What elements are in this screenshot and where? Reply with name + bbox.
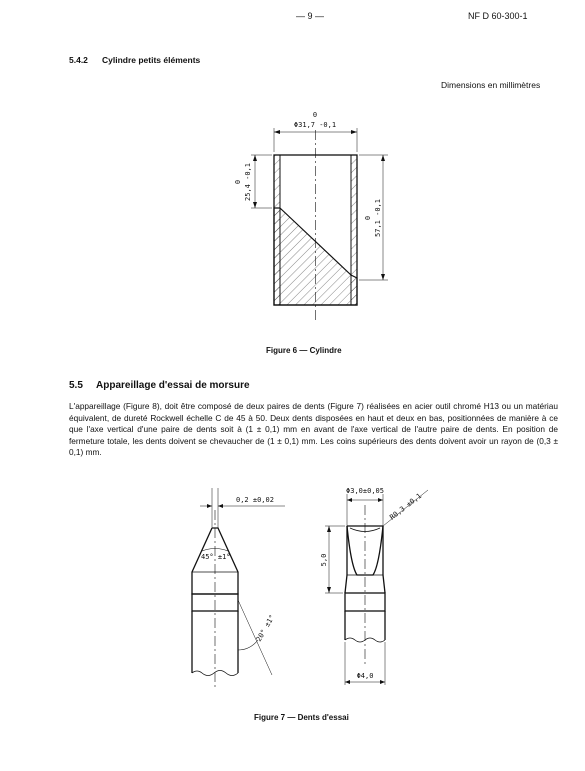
fig7-bottom-angle-dimension: 20° ±1° bbox=[254, 613, 277, 643]
fig7-tip-dimension: 0,2 ±0,02 bbox=[236, 496, 274, 504]
fig6-short-height-tolerance: 0 bbox=[234, 179, 242, 185]
body-paragraph: L'appareillage (Figure 8), doit être composé de deux paires de dents (Figure 7) réalisées en acier outil chromé H13 ou un matériau équivalent, de dureté Rockwell échelle C de 45 à 50. Deux dents disposées en haut et deux en bas, positionnées de manière à ce que l'axe vertical d'une paire de dents soit à (1 ± 0,1) mm en avant de l'axe vertical de l'autre paire de dents. En position de fermeture totale, les dents doivent se chevaucher de (1 ± 0,1) mm. Les coins supérieurs des dents doivent avoir un rayon de (0,3 ± 0,1) mm. bbox=[69, 401, 558, 458]
section-number-55: 5.5 bbox=[69, 380, 83, 391]
figure-6-cylinder-drawing bbox=[220, 100, 410, 330]
fig7-height-dimension: 5,0 bbox=[320, 553, 328, 567]
document-reference: NF D 60-300-1 bbox=[468, 11, 528, 21]
figure-6-caption: Figure 6 — Cylindre bbox=[266, 346, 342, 355]
fig7-top-diameter-dimension: Φ3,0±0,05 bbox=[346, 487, 384, 495]
figure-7-teeth-drawing bbox=[180, 480, 440, 690]
section-title-542: Cylindre petits éléments bbox=[102, 55, 201, 65]
units-note: Dimensions en millimètres bbox=[441, 80, 541, 90]
section-title-55: Appareillage d'essai de morsure bbox=[96, 380, 250, 391]
fig6-diameter-tolerance: 0 bbox=[312, 111, 318, 119]
figure-7-caption: Figure 7 — Dents d'essai bbox=[254, 713, 349, 722]
fig6-total-height-dimension: 57,1 -0,1 bbox=[374, 199, 382, 237]
fig7-bottom-diameter-dimension: Φ4,0 bbox=[356, 672, 374, 680]
fig6-total-height-tolerance: 0 bbox=[364, 215, 372, 221]
page-number: — 9 — bbox=[296, 11, 325, 21]
fig6-diameter-dimension: Φ31,7 -0,1 bbox=[293, 121, 337, 129]
section-number-542: 5.4.2 bbox=[69, 55, 88, 65]
fig6-short-height-dimension: 25,4 -0,1 bbox=[244, 163, 252, 201]
fig7-radius-dimension: R0,3 ±0,1 bbox=[388, 491, 424, 522]
fig7-top-angle-dimension: 45° ±1° bbox=[201, 553, 231, 561]
